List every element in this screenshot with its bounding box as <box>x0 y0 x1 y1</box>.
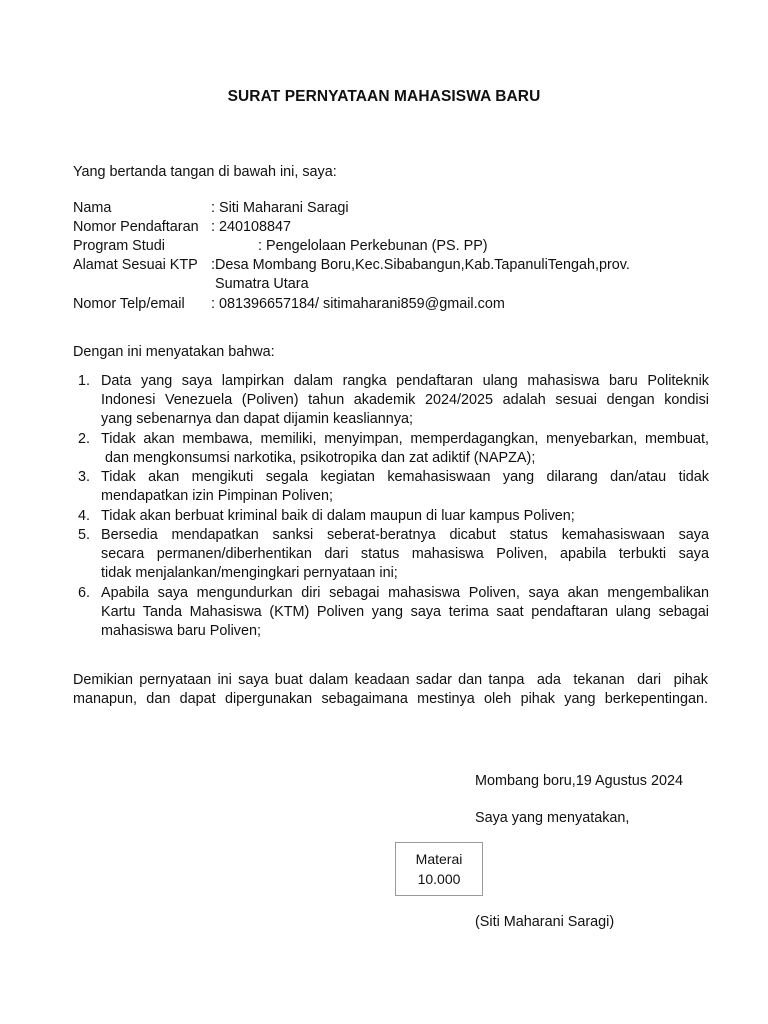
place-date: Mombang boru,19 Agustus 2024 <box>475 773 684 789</box>
closing-line-2: manapun, dan dapat dipergunakan sebagaimana mestinya oleh pihak yang berkepentingan. <box>73 691 708 707</box>
field-value-program-studi: : Pengelolaan Perkebunan (PS. PP) <box>258 238 488 254</box>
list-item-line: Tidak akan membawa, memiliki, menyimpan, memperdagangkan, menyebarkan, membuat, <box>101 431 709 447</box>
list-item-line: tidak menjalankan/mengingkari pernyataan ini; <box>101 565 398 581</box>
list-item-line: Apabila saya mengundurkan diri sebagai mahasiswa Poliven, saya akan mengembalikan <box>101 585 709 601</box>
field-label-nomor-pendaftaran: Nomor Pendaftaran <box>73 219 199 235</box>
field-value-alamat-line1: :Desa Mombang Boru,Kec.Sibabangun,Kab.TapanuliTengah,prov. <box>211 257 630 273</box>
closing-line-1: Demikian pernyataan ini saya buat dalam keadaan sadar dan tanpa ada tekanan dari pihak <box>73 672 708 688</box>
list-item-line: mendapatkan izin Pimpinan Poliven; <box>101 488 333 504</box>
list-item-line: Tidak akan mengikuti segala kegiatan kemahasiswaan yang dilarang dan/atau tidak <box>101 469 709 485</box>
list-item-number: 3. <box>78 469 91 485</box>
list-item-number: 1. <box>78 373 91 389</box>
sign-label: Saya yang menyatakan, <box>475 810 630 826</box>
field-value-nomor-pendaftaran: : 240108847 <box>211 219 292 235</box>
field-value-alamat-line2: Sumatra Utara <box>215 276 309 292</box>
field-value-telp: : 081396657184/ sitimaharani859@gmail.com <box>211 296 505 312</box>
statement-intro: Dengan ini menyatakan bahwa: <box>73 344 275 360</box>
list-item-number: 4. <box>78 508 91 524</box>
stamp-line-2: 10.000 <box>417 871 461 887</box>
list-item-line: mahasiswa baru Poliven; <box>101 623 261 639</box>
list-item-line: Indonesi Venezuela (Poliven) tahun akademik 2024/2025 adalah sesuai dengan kondisi <box>101 392 709 408</box>
field-label-program-studi: Program Studi <box>73 238 165 254</box>
list-item-line: yang sebenarnya dan dapat dijamin keasliannya; <box>101 411 414 427</box>
list-item-number: 6. <box>78 585 91 601</box>
list-item-line: dan mengkonsumsi narkotika, psikotropika dan zat adiktif (NAPZA); <box>101 450 536 466</box>
field-label-nama: Nama <box>73 200 112 216</box>
document-title: SURAT PERNYATAAN MAHASISWA BARU <box>227 88 541 105</box>
list-item-line: secara permanen/diberhentikan dari status mahasiswa Poliven, apabila terbukti saya <box>101 546 709 562</box>
list-item-line: Tidak akan berbuat kriminal baik di dalam maupun di luar kampus Poliven; <box>101 508 575 524</box>
list-item-line: Bersedia mendapatkan sanksi seberat-beratnya dicabut status kemahasiswaan saya <box>101 527 709 543</box>
stamp-line-1: Materai <box>415 851 463 867</box>
signer-name: (Siti Maharani Saragi) <box>475 914 615 930</box>
list-item-line: Data yang saya lampirkan dalam rangka pendaftaran ulang mahasiswa baru Politeknik <box>101 373 709 389</box>
field-label-telp: Nomor Telp/email <box>73 296 185 312</box>
intro-text: Yang bertanda tangan di bawah ini, saya: <box>73 164 337 180</box>
materai-stamp-box <box>395 842 483 896</box>
list-item-number: 2. <box>78 431 91 447</box>
list-item-line: Kartu Tanda Mahasiswa (KTM) Poliven yang saya terima saat pendaftaran ulang sebagai <box>101 604 709 620</box>
field-label-alamat: Alamat Sesuai KTP <box>73 257 198 273</box>
field-value-nama: : Siti Maharani Saragi <box>211 200 349 216</box>
list-item-number: 5. <box>78 527 91 543</box>
